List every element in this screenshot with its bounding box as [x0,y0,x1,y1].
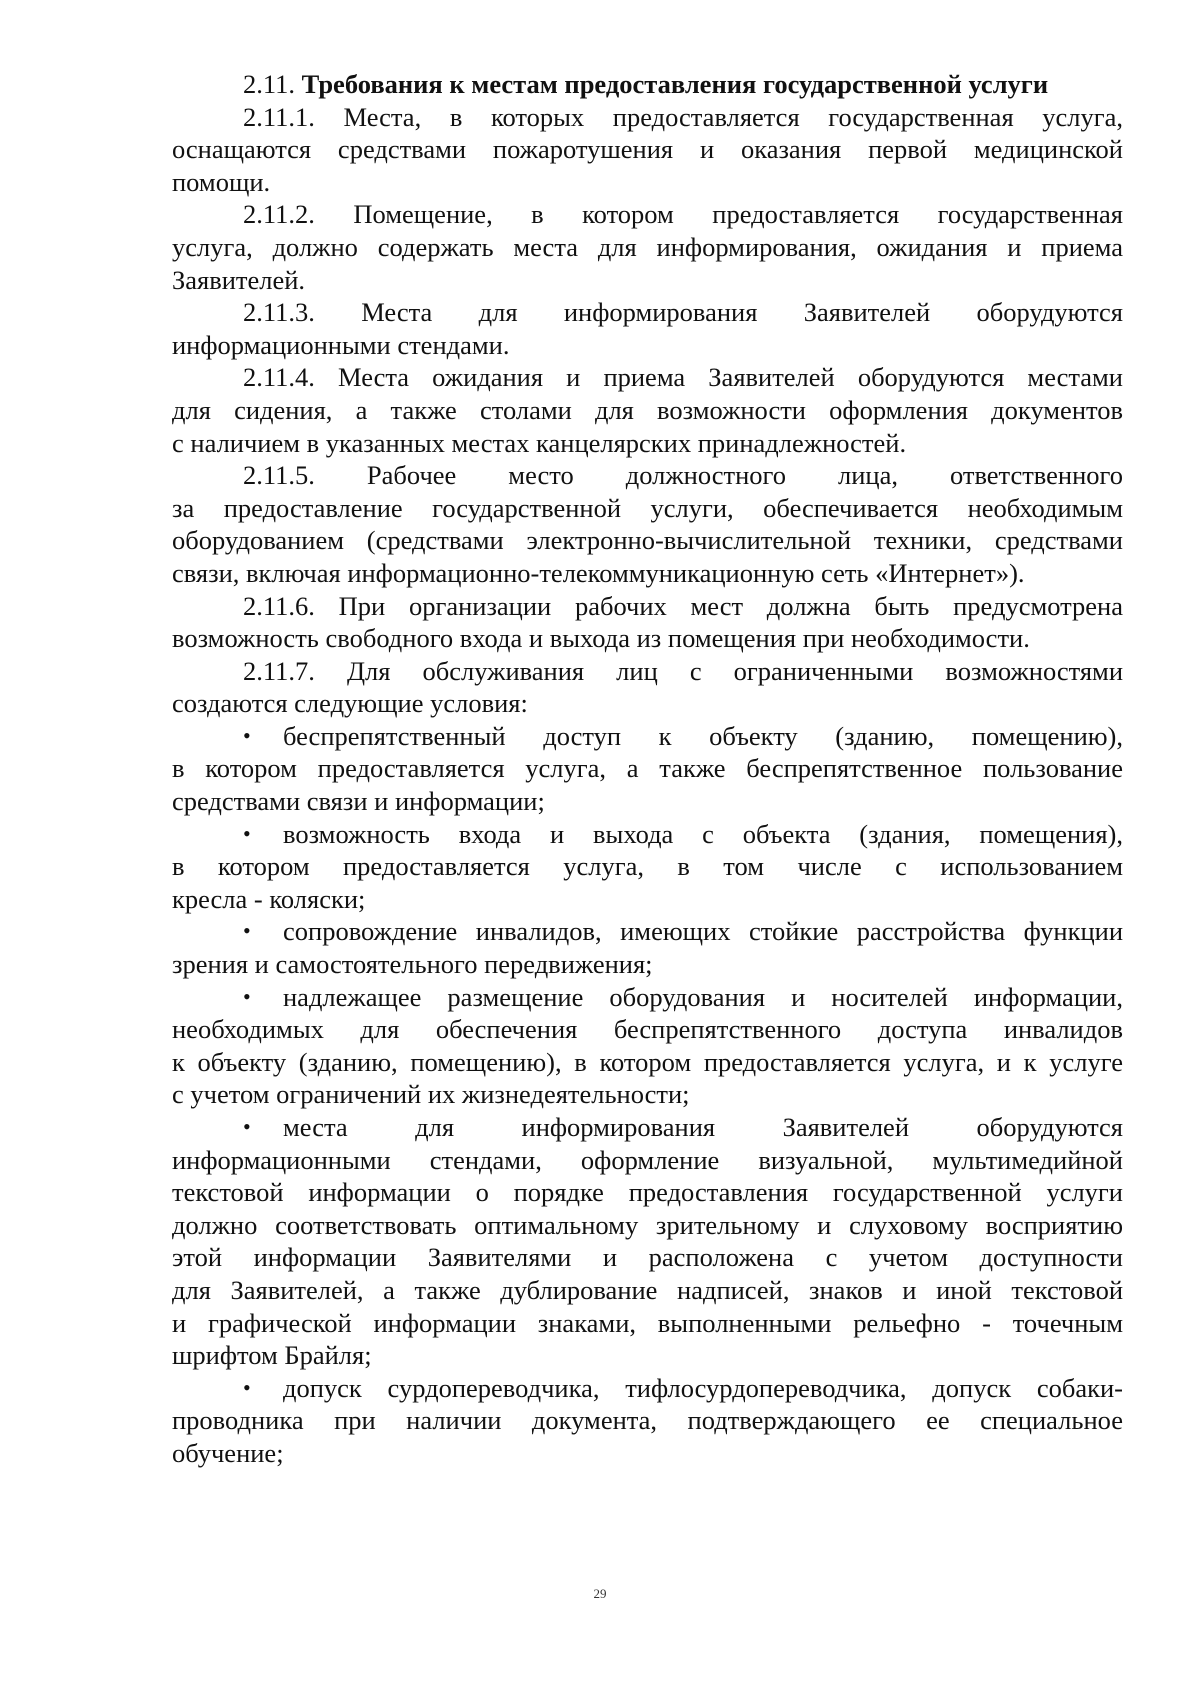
section-heading [172,68,1123,101]
bullet-text: места для информирования Заявителей оборудуются [283,1112,1123,1142]
paragraph-2-11-7 [172,655,1123,720]
paragraph-line: с наличием в указанных местах канцелярских принадлежностей. [172,427,907,458]
paragraph-line: информационными стендами. [172,329,510,360]
bullet-first-line [172,818,1123,851]
bullet-line: к объекту (зданию, помещению), в котором предоставляется услуга, и к услуге [172,1046,1123,1077]
bullet-first-line [172,981,1123,1014]
bullet-item [172,915,1123,980]
bullet-item [172,818,1123,916]
bullet-line: проводника при наличии документа, подтверждающего ее специальное [172,1405,1123,1436]
document-page [172,68,1123,1470]
paragraph-2-11-6 [172,590,1123,655]
section-title: Требования к местам предоставления государственной услуги [301,69,1049,99]
bullet-text: возможность входа и выхода с объекта (здания, помещения), [283,818,1123,849]
paragraph-line: 2.11.3. Места для информирования Заявителей оборудуются [243,297,1123,328]
bullet-item [172,1111,1123,1372]
paragraph-line: за предоставление государственной услуги, обеспечивается необходимым [172,492,1123,523]
paragraph-line: помощи. [172,166,271,197]
paragraph-line: 2.11.6. При организации рабочих мест должна быть предусмотрена [243,590,1123,621]
paragraph-line: возможность свободного входа и выхода из помещения при необходимости. [172,623,1030,654]
paragraph-line: 2.11.2. Помещение, в котором предоставляется государственная [243,199,1123,230]
bullet-text: надлежащее размещение оборудования и носителей информации, [283,981,1123,1012]
bullet-line: в котором предоставляется услуга, в том числе с использованием [172,851,1123,882]
paragraph-line: услуга, должно содержать места для информирования, ожидания и приема [172,231,1123,262]
bullet-icon: • [243,1114,251,1139]
paragraph-line: 2.11.4. Места ожидания и приема Заявителей оборудуются местами [243,362,1123,393]
bullet-text: сопровождение инвалидов, имеющих стойкие расстройства функции [283,916,1123,947]
bullet-line: должно соответствовать оптимальному зрительному и слуховому восприятию [172,1209,1123,1240]
paragraph-line: 2.11.7. Для обслуживания лиц с ограниченными возможностями [243,655,1123,686]
bullet-line: и графической информации знаками, выполненными рельефно - точечным [172,1307,1123,1338]
bullet-line: для Заявителей, а также дублирование надписей, знаков и иной текстовой [172,1274,1123,1305]
paragraph-line: связи, включая информационно-телекоммуникационную сеть «Интернет»). [172,557,1025,588]
paragraph-2-11-2 [172,198,1123,296]
bullet-line: информационными стендами, оформление визуальной, мультимедийной [172,1144,1123,1175]
paragraph-line: 2.11.5. Рабочее место должностного лица, ответственного [243,460,1123,491]
paragraph-2-11-4 [172,361,1123,459]
paragraph-2-11-3 [172,296,1123,361]
bullet-text: беспрепятственный доступ к объекту (зданию, помещению), [283,720,1123,751]
bullet-icon: • [243,983,251,1009]
paragraph-line: Заявителей. [172,264,306,295]
bullet-first-line [172,915,1123,948]
bullet-line: необходимых для обеспечения беспрепятственного доступа инвалидов [172,1014,1123,1045]
bullet-item [172,720,1123,818]
bullet-line: с учетом ограничений их жизнедеятельности; [172,1079,690,1110]
paragraph-line: оснащаются средствами пожаротушения и оказания первой медицинской [172,134,1123,165]
paragraph-2-11-1 [172,101,1123,199]
bullet-line: средствами связи и информации; [172,786,545,817]
paragraph-2-11-5 [172,459,1123,589]
section-number: 2.11. [243,69,296,99]
paragraph-line: оборудованием (средствами электронно-вычислительной техники, средствами [172,525,1123,556]
paragraph-line: 2.11.1. Места, в которых предоставляется государственная услуга, [243,101,1123,132]
paragraph-line: для сидения, а также столами для возможности оформления документов [172,394,1123,425]
bullet-first-line [172,1111,1123,1144]
bullet-icon: • [243,722,251,748]
paragraph-line: создаются следующие условия: [172,688,528,719]
bullet-line: текстовой информации о порядке предоставления государственной услуги [172,1177,1123,1208]
bullet-line: шрифтом Брайля; [172,1340,372,1371]
bullet-icon: • [243,918,251,944]
bullet-first-line [172,1372,1123,1405]
bullet-line: в котором предоставляется услуга, а также беспрепятственное пользование [172,753,1123,784]
bullet-line: кресла - коляски; [172,883,366,914]
bullet-text: допуск сурдопереводчика, тифлосурдопереводчика, допуск собаки- [283,1372,1123,1403]
bullet-first-line [172,720,1123,753]
bullet-item [172,981,1123,1111]
bullet-line: зрения и самостоятельного передвижения; [172,949,653,980]
bullet-icon: • [243,1374,251,1400]
bullet-line: обучение; [172,1437,284,1468]
bullet-line: этой информации Заявителями и расположена с учетом доступности [172,1242,1123,1273]
page-number: 29 [593,1586,607,1601]
bullet-icon: • [243,820,251,846]
bullet-item [172,1372,1123,1470]
